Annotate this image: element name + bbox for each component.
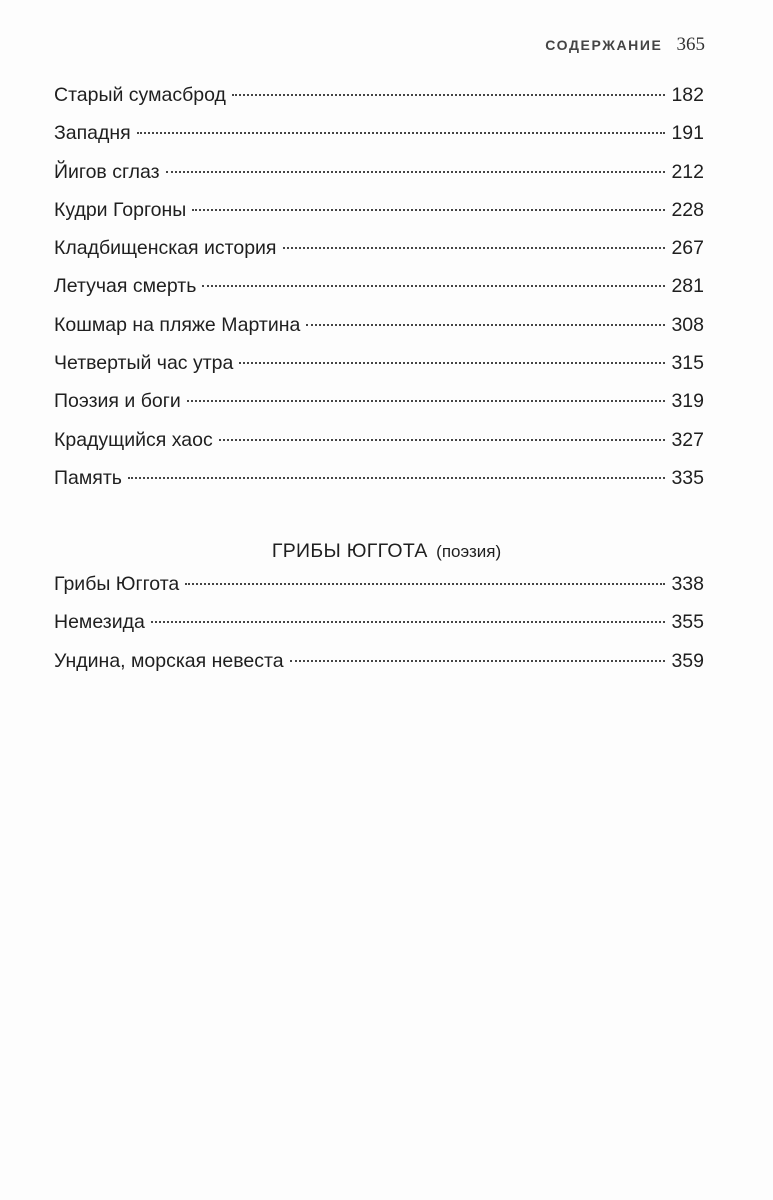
toc-entry <box>54 271 704 309</box>
dot-leader <box>185 583 665 585</box>
toc-entry-title: Немезида <box>54 611 145 634</box>
dot-leader <box>192 209 665 211</box>
toc-entry <box>54 425 704 463</box>
toc-entry-title: Кладбищенская история <box>54 237 277 260</box>
toc-entry-page: 355 <box>671 611 704 634</box>
dot-leader <box>239 362 665 364</box>
toc-entry-title: Ундина, морская невеста <box>54 649 284 672</box>
toc-entry <box>54 157 704 195</box>
toc-entry-title: Йигов сглаз <box>54 160 160 183</box>
toc-entry <box>54 386 704 424</box>
section-title: ГРИБЫ ЮГГОТА <box>271 540 428 562</box>
toc-entry-title: Старый сумасброд <box>54 84 226 106</box>
toc-entry-page: 319 <box>671 390 704 413</box>
toc-entry-page: 338 <box>671 573 704 595</box>
toc-entry-title: Четвертый час утра <box>54 352 234 375</box>
dot-leader <box>306 324 665 326</box>
toc-entry-page: 327 <box>671 428 704 451</box>
toc-entry-page: 359 <box>671 649 704 672</box>
toc-entry-page: 335 <box>671 466 704 489</box>
toc-entry-title: Грибы Юггота <box>54 573 180 595</box>
toc-list-poetry <box>54 569 704 684</box>
dot-leader <box>232 94 666 96</box>
toc-entry-page: 212 <box>671 160 704 183</box>
dot-leader <box>187 400 666 402</box>
toc-entry <box>54 118 704 156</box>
toc-entry <box>54 310 704 348</box>
toc-entry <box>54 569 704 607</box>
toc-entry <box>54 80 704 118</box>
dot-leader <box>202 285 665 287</box>
toc-entry-page: 315 <box>671 352 704 375</box>
toc-entry <box>54 463 704 501</box>
running-head-title: СОДЕРЖАНИЕ <box>545 37 663 53</box>
toc-entry-page: 191 <box>671 122 704 145</box>
toc-list-stories <box>54 80 704 501</box>
toc-entry-title: Кошмар на пляже Мартина <box>54 313 301 336</box>
section-subtitle: (поэзия) <box>436 542 502 561</box>
toc-entry-title: Крадущийся хаос <box>54 428 213 451</box>
dot-leader <box>290 660 666 662</box>
toc-entry-page: 281 <box>671 275 704 298</box>
section-heading <box>0 540 773 563</box>
toc-entry-title: Летучая смерть <box>54 275 197 298</box>
toc-entry-title: Кудри Горгоны <box>54 198 187 221</box>
toc-entry-page: 308 <box>671 313 704 336</box>
toc-entry <box>54 195 704 233</box>
toc-entry-page: 182 <box>671 84 704 106</box>
toc-entry-title: Поэзия и боги <box>54 390 181 413</box>
dot-leader <box>219 439 666 441</box>
toc-entry-title: Память <box>54 466 122 489</box>
toc-entry-title: Западня <box>54 122 131 145</box>
toc-entry <box>54 607 704 645</box>
dot-leader <box>283 247 666 249</box>
toc-entry <box>54 233 704 271</box>
dot-leader <box>128 477 666 479</box>
dot-leader <box>151 621 666 623</box>
running-head <box>545 34 705 56</box>
toc-entry-page: 228 <box>671 198 704 221</box>
toc-entry <box>54 348 704 386</box>
dot-leader <box>166 171 666 173</box>
toc-entry <box>54 646 704 684</box>
dot-leader <box>137 132 666 134</box>
toc-entry-page: 267 <box>671 237 704 260</box>
page-number: 365 <box>676 34 705 55</box>
